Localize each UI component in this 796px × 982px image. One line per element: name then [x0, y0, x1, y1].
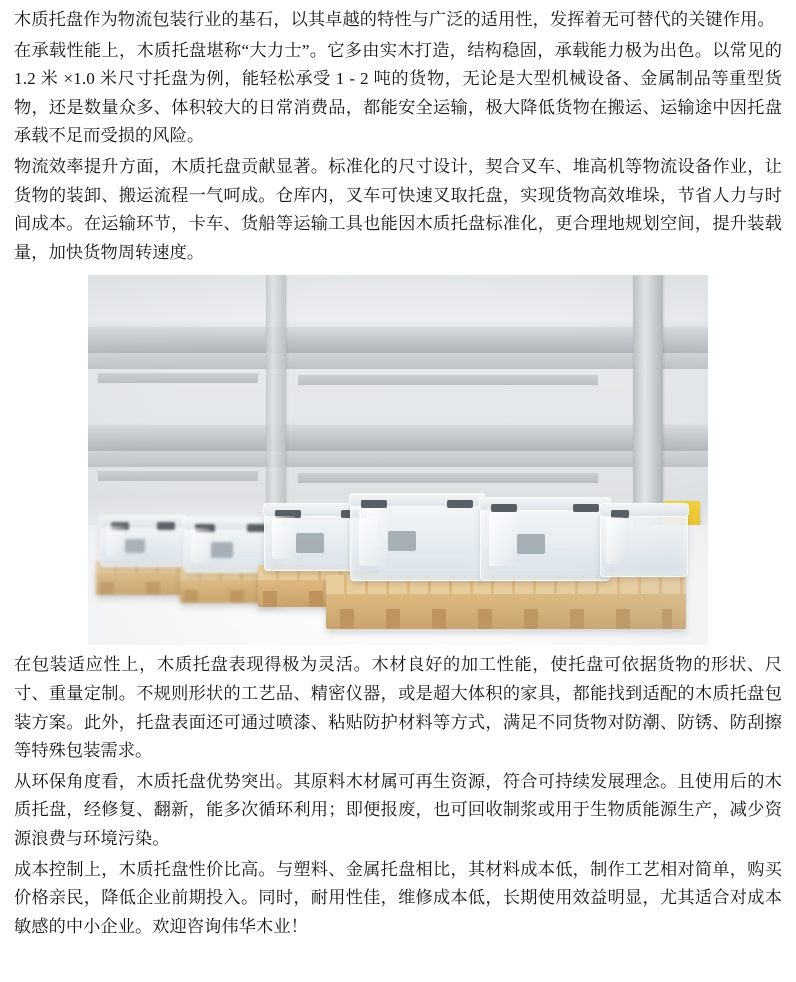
paragraph-2: 在承载性能上，木质托盘堪称“大力士”。它多由实木打造，结构稳固，承载能力极为出色。以常见的 1.2 米 ×1.0 米尺寸托盘为例，能轻松承受 1 - 2 吨的货物，无论是大型机械设备、金属制品等重型货物，还是数量众多、体积较大的日常消费品，都能安全运输，极大降低货物在搬运、运输途中因托盘承载不足而受损的风险。 [14, 40, 782, 146]
paragraph-1: 木质托盘作为物流包装行业的基石，以其卓越的特性与广泛的适用性，发挥着无可替代的关键作用。 [14, 10, 775, 29]
paragraph-4: 在包装适应性上，木质托盘表现得极为灵活。木材良好的加工性能，使托盘可依据货物的形状、尺寸、重量定制。不规则形状的工艺品、精密仪器，或是超大体积的家具，都能找到适配的木质托盘包装方案。此外，托盘表面还可通过喷漆、粘贴防护材料等方式，满足不同货物对防潮、防锈、防刮擦等特殊包装需求。 [14, 655, 782, 761]
paragraph-5: 从环保角度看，木质托盘优势突出。其原料木材属可再生资源，符合可持续发展理念。且使用后的木质托盘，经修复、翻新，能多次循环利用；即便报废，也可回收制浆或用于生物质能源生产，减少资源浪费与环境污染。 [14, 771, 782, 848]
figure-container [14, 275, 782, 645]
warehouse-pallet-photo [88, 275, 708, 645]
paragraph-3: 物流效率提升方面，木质托盘贡献显著。标准化的尺寸设计，契合叉车、堆高机等物流设备作业，让货物的装卸、搬运流程一气呵成。仓库内，叉车可快速叉取托盘，实现货物高效堆垛，节省人力与时间成本。在运输环节，卡车、货船等运输工具也能因木质托盘标准化，更合理地规划空间，提升装载量，加快货物周转速度。 [14, 156, 782, 262]
photo-vignette [88, 275, 708, 645]
paragraph-6: 成本控制上，木质托盘性价比高。与塑料、金属托盘相比，其材料成本低，制作工艺相对简单，购买价格亲民，降低企业前期投入。同时，耐用性佳，维修成本低，长期使用效益明显，尤其适合对成本敏感的中小企业。欢迎咨询伟华木业！ [14, 859, 782, 936]
